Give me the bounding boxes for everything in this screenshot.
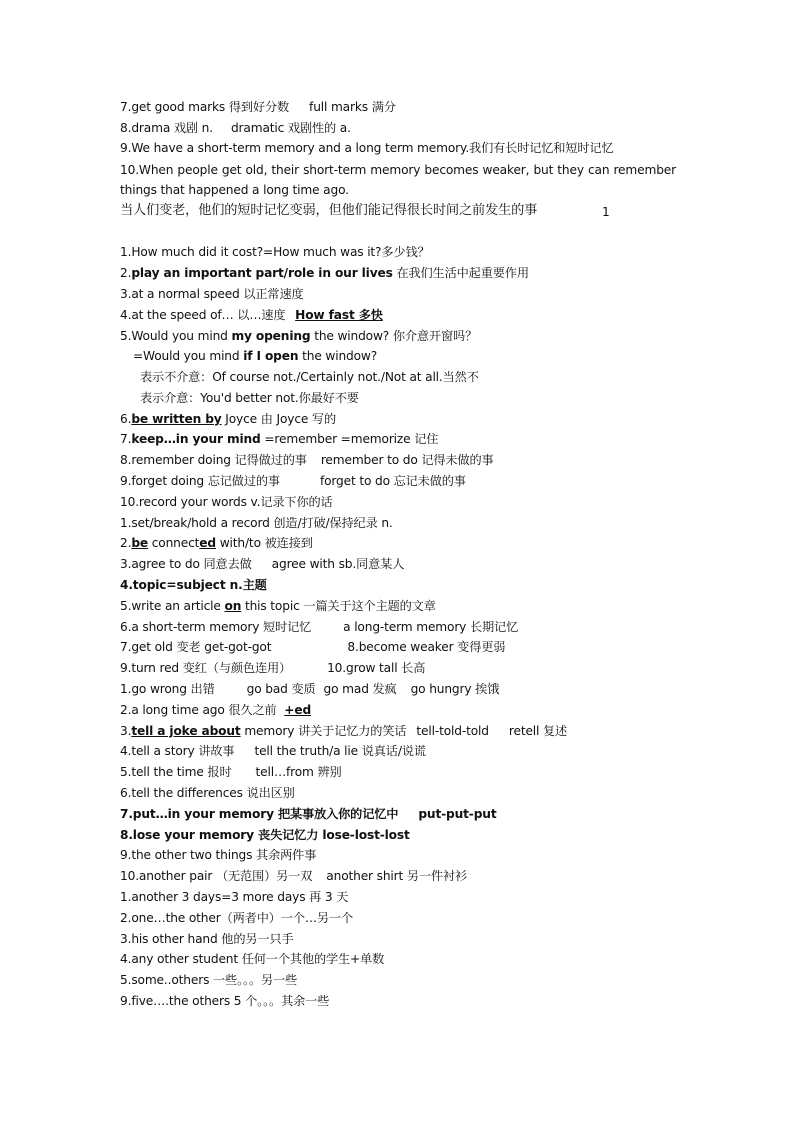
- vocab-line: [120, 493, 333, 511]
- vocab-text: 8.remember doing 记得做过的事: [120, 453, 307, 467]
- page-number: 1: [602, 205, 610, 219]
- vocab-line: [120, 618, 518, 636]
- phrase-bold-underlined: on: [224, 599, 242, 613]
- vocab-line: [133, 347, 377, 365]
- vocab-text: another shirt 另一件衬衫: [326, 869, 468, 883]
- vocab-text: memory 讲关于记忆力的笑话: [240, 724, 407, 738]
- vocab-line: [120, 930, 294, 948]
- vocab-line: [120, 888, 348, 906]
- vocab-text: =remember =memorize 记住: [260, 432, 439, 446]
- vocab-text: 8.become weaker 变得更弱: [347, 640, 506, 654]
- vocab-text: agree with sb.同意某人: [271, 557, 405, 571]
- vocab-line: [120, 430, 438, 448]
- phrase-bold: my opening: [231, 329, 311, 343]
- suffix-bold-underlined: ed: [199, 536, 216, 550]
- vocab-line: [120, 680, 499, 698]
- phrase-bold: put-put-put: [418, 807, 497, 821]
- vocab-text: 8.drama 戏剧 n.: [120, 121, 213, 135]
- vocab-text: 5.tell the time 报时: [120, 765, 232, 779]
- vocab-text: 1.set/break/hold a record 创造/打破/保持纪录 n.: [120, 516, 393, 530]
- vocab-text: 5.write an article: [120, 599, 225, 613]
- vocab-line: [120, 576, 267, 594]
- vocab-line: [120, 701, 311, 719]
- vocab-line: [120, 534, 313, 552]
- vocab-text: a long-term memory 长期记忆: [343, 620, 519, 634]
- vocab-text: dramatic 戏剧性的 a.: [230, 121, 351, 135]
- vocab-line: [120, 742, 426, 760]
- phrase-bold: if I open: [243, 349, 299, 363]
- vocab-text: 9.We have a short-term memory and a long term memory.我们有长时记忆和短时记忆: [120, 141, 614, 155]
- vocab-text: full marks 满分: [309, 100, 396, 114]
- vocab-line: [120, 285, 304, 303]
- translation-text: 当人们变老，他们的短时记忆变弱，但他们能记得很长时间之前发生的事: [120, 203, 538, 218]
- item-number: 6.: [120, 412, 132, 426]
- translation-line: [120, 202, 537, 220]
- vocab-text: 2.one…the other（两者中）一个…另一个: [120, 911, 354, 925]
- vocab-text: tell…from 辨别: [255, 765, 342, 779]
- vocab-line: [140, 368, 479, 386]
- vocab-line: [120, 659, 425, 677]
- phrase-bold: 7.put…in your memory 把某事放入你的记忆中: [120, 807, 399, 821]
- vocab-text: connect: [148, 536, 200, 550]
- vocab-text: 9.forget doing 忘记做过的事: [120, 474, 280, 488]
- item-number: 3.: [120, 724, 132, 738]
- vocab-line: [120, 846, 316, 864]
- vocab-line: [120, 410, 336, 428]
- vocab-text: with/to 被连接到: [216, 536, 313, 550]
- vocab-line: [120, 555, 404, 573]
- vocab-line: [120, 992, 329, 1010]
- phrase-bold: play an important part/role in our lives: [131, 266, 393, 280]
- vocab-line: [120, 826, 410, 844]
- sentence-paragraph: [120, 160, 676, 200]
- vocab-text: go mad 发疯: [323, 682, 397, 696]
- phrase-bold-underlined: tell a joke about: [131, 724, 241, 738]
- vocab-text: the window?: [298, 349, 378, 363]
- phrase-bold: 8.lose your memory 丧失记忆力 lose-lost-lost: [120, 828, 410, 842]
- vocab-text: 表示介意：You'd better not.你最好不要: [140, 391, 359, 405]
- vocab-line: [120, 264, 529, 282]
- vocab-text: remember to do 记得未做的事: [320, 453, 494, 467]
- item-number: 2.: [120, 536, 132, 550]
- vocab-text: this topic 一篇关于这个主题的文章: [241, 599, 436, 613]
- vocab-text: 9.turn red 变红（与颜色连用）: [120, 661, 292, 675]
- vocab-line: [120, 243, 430, 261]
- vocab-text: 10.grow tall 长高: [327, 661, 426, 675]
- vocab-text: 10.record your words v.记录下你的话: [120, 495, 333, 509]
- vocab-line: [120, 909, 353, 927]
- vocab-line: [120, 139, 614, 157]
- vocab-text: forget to do 忘记未做的事: [319, 474, 466, 488]
- vocab-line: [120, 98, 396, 116]
- vocab-text: tell-told-told: [416, 724, 489, 738]
- vocab-text: 9.the other two things 其余两件事: [120, 848, 317, 862]
- vocab-text: 3.at a normal speed 以正常速度: [120, 287, 304, 301]
- vocab-text: 1.How much did it cost?=How much was it?多少钱？: [120, 245, 430, 259]
- vocab-text: =Would you mind: [133, 349, 244, 363]
- vocab-line: [120, 784, 295, 802]
- vocab-text: retell 复述: [508, 724, 568, 738]
- vocab-line: [120, 119, 351, 137]
- vocab-text: go bad 变质: [246, 682, 316, 696]
- vocab-text: 5.some..others 一些。。。另一些: [120, 973, 298, 987]
- vocab-line: [120, 514, 393, 532]
- vocab-line: [120, 722, 567, 740]
- vocab-line: [120, 950, 384, 968]
- vocab-line: [120, 763, 342, 781]
- vocab-text: 4.tell a story 讲故事: [120, 744, 235, 758]
- vocab-text: 4.any other student 任何一个其他的学生+单数: [120, 952, 385, 966]
- item-number: 7.: [120, 432, 132, 446]
- vocab-line: [120, 805, 497, 823]
- vocab-text: 1.another 3 days=3 more days 再 3 天: [120, 890, 349, 904]
- vocab-text: tell the truth/a lie 说真话/说谎: [254, 744, 426, 758]
- vocab-line: [120, 472, 466, 490]
- phrase-bold-underlined: be written by: [131, 412, 222, 426]
- vocab-text: go hungry 挨饿: [410, 682, 500, 696]
- item-number: 2.: [120, 266, 132, 280]
- vocab-text: Joyce 由 Joyce 写的: [221, 412, 337, 426]
- vocab-line: [140, 389, 359, 407]
- vocab-line: [120, 971, 297, 989]
- vocab-text: 2.a long time ago 很久之前: [120, 703, 281, 717]
- vocab-text: 在我们生活中起重要作用: [392, 266, 529, 280]
- vocab-text: 表示不介意：Of course not./Certainly not./Not at all.当然不: [140, 370, 479, 384]
- vocab-text: 7.get good marks 得到好分数: [120, 100, 290, 114]
- vocab-text: 3.agree to do 同意去做: [120, 557, 252, 571]
- vocab-text: 9.five….the others 5 个。。。其余一些: [120, 994, 330, 1008]
- vocab-text: 1.go wrong 出错: [120, 682, 215, 696]
- vocab-line: [120, 451, 494, 469]
- vocab-line: [120, 638, 505, 656]
- vocab-text: 7.get old 变老 get-got-got: [120, 640, 272, 654]
- vocab-line: [120, 597, 436, 615]
- vocab-text: 3.his other hand 他的另一只手: [120, 932, 294, 946]
- sentence-text: 10.When people get old, their short-term memory becomes weaker, but they can remember things that happened a long time ago.: [120, 163, 676, 197]
- vocab-text: 6.tell the differences 说出区别: [120, 786, 295, 800]
- vocab-line: [120, 327, 477, 345]
- vocab-text: the window? 你介意开窗吗？: [310, 329, 478, 343]
- vocab-text: 4.at the speed of… 以…速度: [120, 308, 290, 322]
- vocab-text: 5.Would you mind: [120, 329, 232, 343]
- phrase-bold: 4.topic=subject n.主题: [120, 578, 267, 592]
- vocab-line: [120, 867, 467, 885]
- phrase-bold-underlined: How fast 多快: [295, 308, 383, 322]
- vocab-text: 6.a short-term memory 短时记忆: [120, 620, 312, 634]
- suffix-bold-underlined: +ed: [284, 703, 312, 717]
- phrase-bold-underlined: be: [131, 536, 149, 550]
- vocab-line: [120, 306, 383, 324]
- vocab-text: 10.another pair （无范围）另一双: [120, 869, 313, 883]
- phrase-bold: keep…in your mind: [131, 432, 261, 446]
